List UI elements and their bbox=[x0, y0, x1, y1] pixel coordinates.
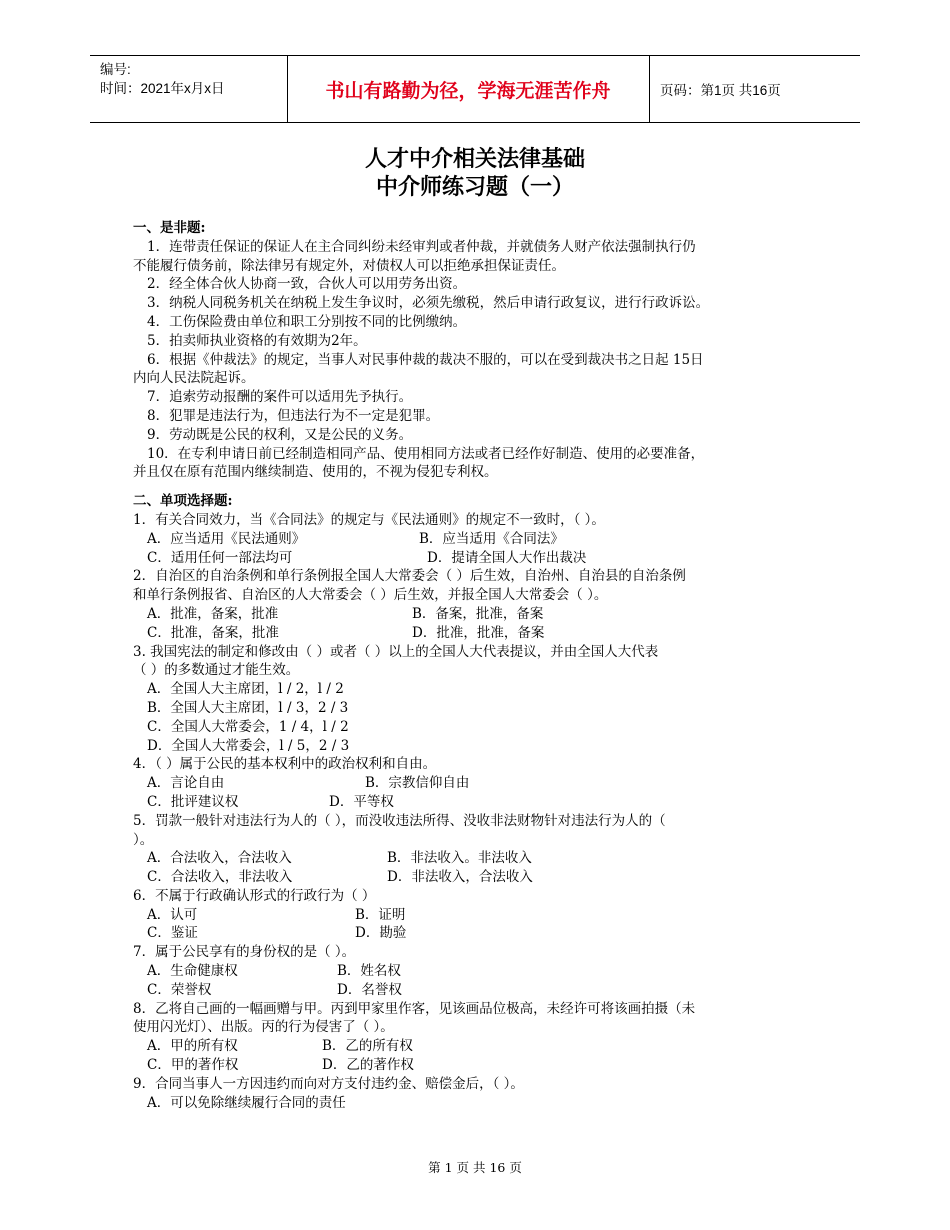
question: 9．合同当事人一方因违约而向对方支付违约金、赔偿金后，（ ）。 bbox=[133, 1075, 524, 1092]
option: D．提请全国人大作出裁决 bbox=[427, 549, 587, 566]
option: C．批准，备案，批准 bbox=[147, 624, 279, 641]
option-row bbox=[133, 793, 823, 812]
tf-item: 10．在专利申请日前已经制造相同产品、使用相同方法或者已经作好制造、使用的必要准备， bbox=[147, 445, 705, 462]
option: D．批准，批准，备案 bbox=[412, 624, 545, 641]
page-footer: 第 1 页 共 16 页 bbox=[428, 1160, 522, 1175]
option-row bbox=[133, 981, 823, 1000]
question: 4．（ ）属于公民的基本权利中的政治权利和自由。 bbox=[133, 756, 437, 773]
section-heading: 二、单项选择题: bbox=[133, 493, 233, 510]
option: B．宗教信仰自由 bbox=[365, 775, 470, 792]
option: B．乙的所有权 bbox=[322, 1038, 413, 1055]
tf-item: 1．连带责任保证的保证人在主合同纠纷未经审判或者仲裁，并就债务人财产依法强制执行仍 bbox=[147, 238, 696, 255]
question: 使用闪光灯）、出版。丙的行为侵害了（ ）。 bbox=[133, 1019, 394, 1036]
tf-item: 不能履行债务前，除法律另有规定外，对债权人可以拒绝承担保证责任。 bbox=[133, 257, 565, 274]
option: A．生命健康权 bbox=[147, 963, 238, 980]
option-row bbox=[133, 624, 823, 643]
option: B．备案，批准，备案 bbox=[412, 605, 544, 622]
question: 8．乙将自己画的一幅画赠与甲。丙到甲家里作客，见该画品位极高，未经许可将该画拍摄（未 bbox=[133, 1000, 696, 1017]
option: A．认可 bbox=[147, 906, 198, 923]
option: D．平等权 bbox=[329, 793, 394, 810]
option: B．非法收入。非法收入 bbox=[387, 850, 532, 867]
option: D．乙的著作权 bbox=[322, 1057, 414, 1074]
option: D．名誉权 bbox=[337, 981, 402, 998]
question: 6．不属于行政确认形式的行政行为（ ） bbox=[133, 887, 376, 904]
option: C．鉴证 bbox=[147, 925, 198, 942]
tf-item: 9．劳动既是公民的权利，又是公民的义务。 bbox=[147, 426, 413, 443]
option: C．批评建议权 bbox=[147, 793, 239, 810]
option: B．证明 bbox=[355, 906, 406, 923]
tf-item: 4．工伤保险费由单位和职工分别按不同的比例缴纳。 bbox=[147, 313, 467, 330]
tf-item: 内向人民法院起诉。 bbox=[133, 370, 255, 387]
option-row bbox=[133, 605, 823, 624]
option: A．应当适用《民法通则》 bbox=[147, 530, 306, 547]
option-row bbox=[133, 1056, 823, 1075]
question: 3. 我国宪法的制定和修改由（ ）或者（ ）以上的全国人大代表提议，并由全国人大代表 bbox=[133, 643, 659, 660]
doc-title-line2: 中介师练习题（一） bbox=[375, 175, 574, 200]
option: A．可以免除继续履行合同的责任 bbox=[147, 1094, 346, 1111]
tf-item: 6．根据《仲裁法》的规定，当事人对民事仲裁的裁决不服的，可以在受到裁决书之日起 15日 bbox=[147, 351, 704, 368]
option: C．甲的著作权 bbox=[147, 1057, 239, 1074]
code-label: 编号: bbox=[100, 62, 131, 77]
tf-item: 2．经全体合伙人协商一致，合伙人可以用劳务出资。 bbox=[147, 276, 467, 293]
header-page-info: 页码：第1页 共16页 bbox=[660, 83, 781, 98]
time-label: 时间：2021年x月x日 bbox=[100, 81, 225, 96]
option: D．勘验 bbox=[355, 925, 407, 942]
option: A．批准，备案，批准 bbox=[147, 605, 279, 622]
question: （ ）的多数通过才能生效。 bbox=[133, 662, 300, 679]
option-row bbox=[133, 924, 823, 943]
question: 7．属于公民享有的身份权的是（ ）。 bbox=[133, 944, 356, 961]
option: C．合法收入，非法收入 bbox=[147, 869, 293, 886]
divider bbox=[649, 56, 650, 122]
question: ）。 bbox=[133, 831, 154, 848]
option: D．全国人大常委会，l / 5，2 / 3 bbox=[147, 737, 350, 754]
tf-item: 3．纳税人同税务机关在纳税上发生争议时，必须先缴税，然后申请行政复议，进行行政诉讼。 bbox=[147, 295, 710, 312]
option: C．适用任何一部法均可 bbox=[147, 549, 293, 566]
header-meta bbox=[100, 60, 225, 98]
document-body bbox=[133, 219, 823, 1112]
option: D．非法收入，合法收入 bbox=[387, 869, 533, 886]
option-row bbox=[133, 962, 823, 981]
question: 和单行条例报省、自治区的人大常委会（ ）后生效，并报全国人大常委会（ ）。 bbox=[133, 587, 608, 604]
tf-item: 7．追索劳动报酬的案件可以适用先予执行。 bbox=[147, 389, 413, 406]
section-heading: 一、是非题: bbox=[133, 220, 206, 236]
option-row bbox=[133, 868, 823, 887]
option: B．应当适用《合同法》 bbox=[419, 530, 564, 547]
option: A．全国人大主席团，l / 2，l / 2 bbox=[147, 681, 344, 698]
tf-item: 5．拍卖师执业资格的有效期为2年。 bbox=[147, 332, 367, 349]
option-row bbox=[133, 774, 823, 793]
option: A．甲的所有权 bbox=[147, 1038, 238, 1055]
tf-item: 8．犯罪是违法行为，但违法行为不一定是犯罪。 bbox=[147, 407, 440, 424]
header-motto: 书山有路勤为径，学海无涯苦作舟 bbox=[325, 79, 611, 102]
tf-item: 并且仅在原有范围内继续制造、使用的，不视为侵犯专利权。 bbox=[133, 464, 498, 481]
question: 2．自治区的自治条例和单行条例报全国人大常委会（ ）后生效，自治州、自治县的自治条例 bbox=[133, 568, 686, 585]
question: 1．有关合同效力，当《合同法》的规定与《民法通则》的规定不一致时，（ ）。 bbox=[133, 511, 605, 528]
question: 5．罚款一般针对违法行为人的（ ），而没收违法所得、没收非法财物针对违法行为人的（ bbox=[133, 812, 666, 829]
doc-title-line1: 人才中介相关法律基础 bbox=[364, 147, 585, 172]
option-row bbox=[133, 1037, 823, 1056]
option: B．全国人大主席团，l / 3，2 / 3 bbox=[147, 699, 349, 716]
option: C．荣誉权 bbox=[147, 981, 212, 998]
option: A．合法收入，合法收入 bbox=[147, 850, 292, 867]
option-row bbox=[133, 530, 823, 549]
option: C．全国人大常委会，1 / 4，l / 2 bbox=[147, 718, 349, 735]
option-row bbox=[133, 549, 823, 568]
page-header bbox=[90, 55, 860, 123]
option: B．姓名权 bbox=[337, 963, 401, 980]
option-row bbox=[133, 849, 823, 868]
option: A．言论自由 bbox=[147, 775, 225, 792]
option-row bbox=[133, 906, 823, 925]
